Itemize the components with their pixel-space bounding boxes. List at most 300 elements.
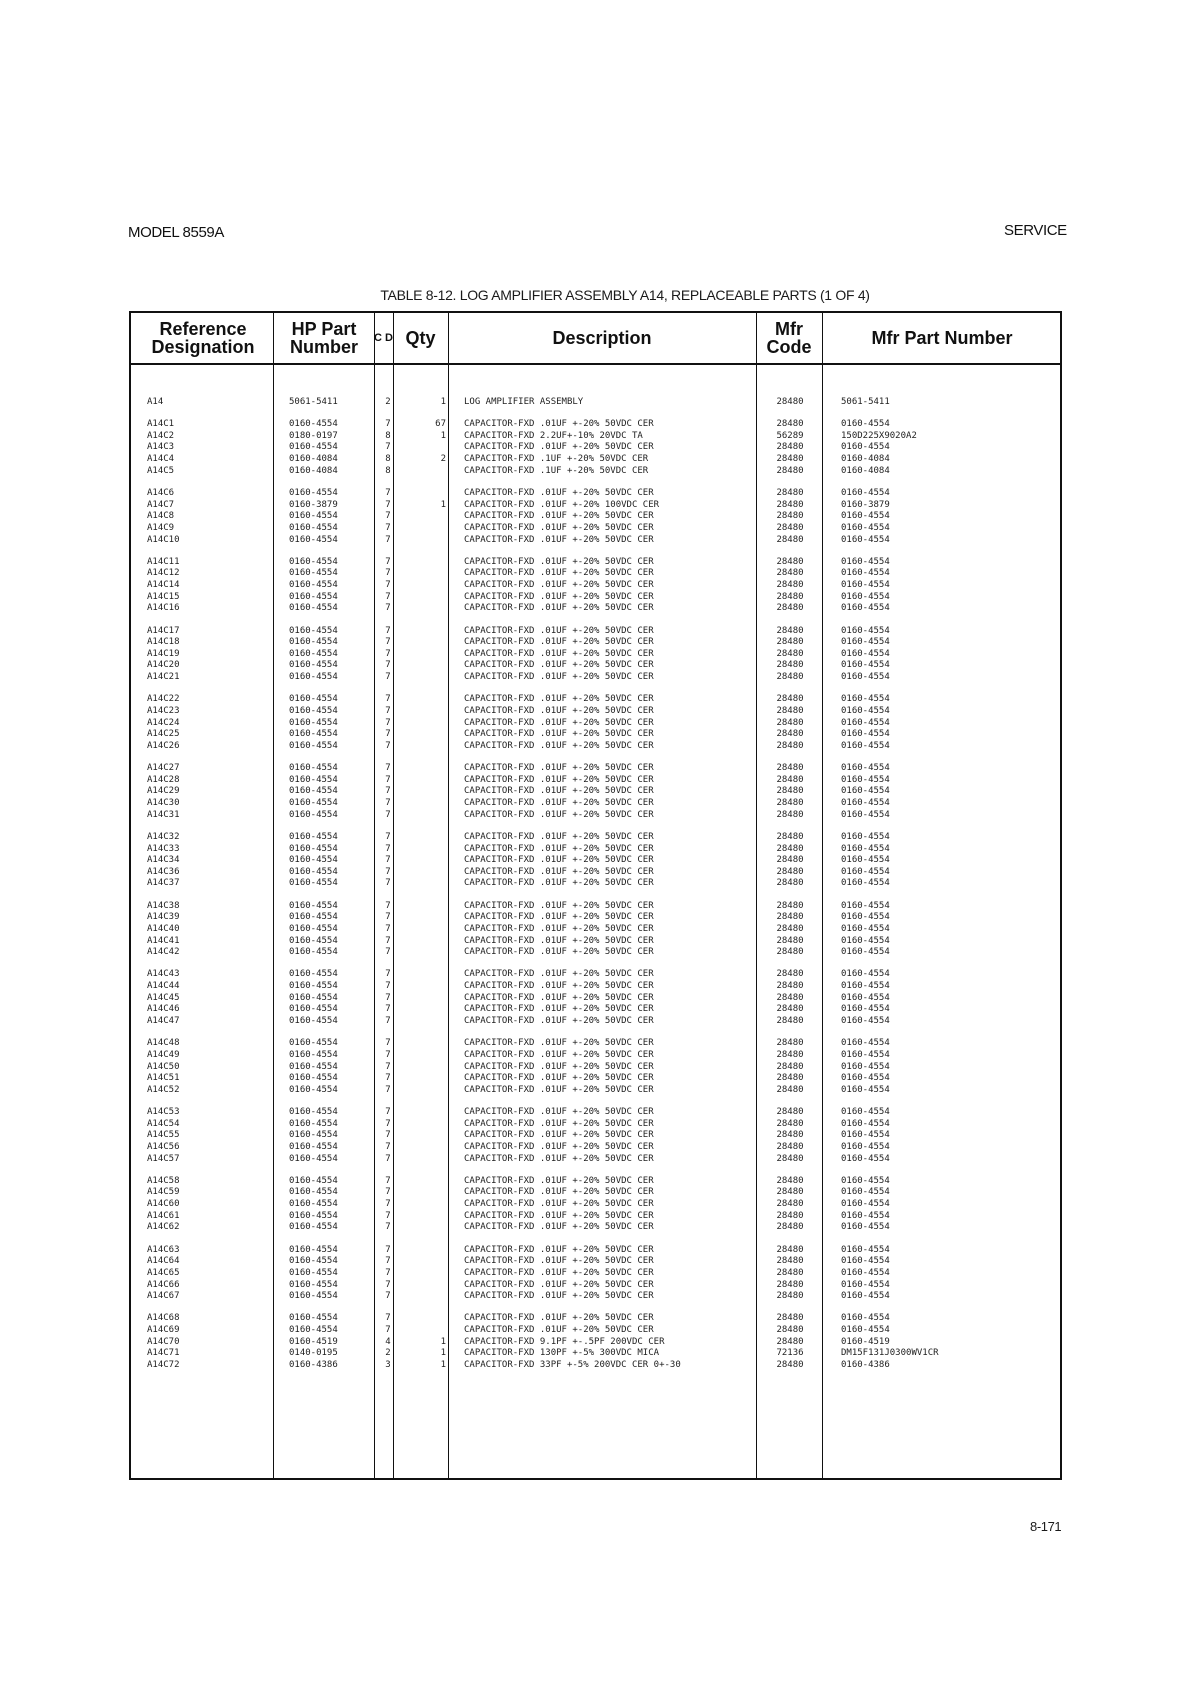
cell-mpn: 0160-4554 (841, 1210, 890, 1221)
table-row (131, 718, 1060, 730)
cell-mpn: 150D225X9020A2 (841, 430, 917, 441)
table-row (131, 1256, 1060, 1268)
cell-mpn: 0160-4554 (841, 487, 890, 498)
cell-mpn: 0160-4554 (841, 900, 890, 911)
table-row (131, 454, 1060, 466)
cell-ref: A14C67 (147, 1291, 180, 1302)
cell-desc: CAPACITOR-FXD .01UF +-20% 50VDC CER (464, 1324, 654, 1335)
cell-qty: 1 (440, 1359, 446, 1370)
cell-desc: CAPACITOR-FXD .01UF +-20% 50VDC CER (464, 591, 654, 602)
cell-cd: 7 (385, 1199, 391, 1210)
cell-ref: A14C26 (147, 740, 180, 751)
cell-cd: 7 (385, 740, 391, 751)
cell-desc: CAPACITOR-FXD .01UF +-20% 50VDC CER (464, 625, 654, 636)
cell-mpn: 0160-4554 (841, 912, 890, 923)
cell-desc: CAPACITOR-FXD .01UF +-20% 50VDC CER (464, 1291, 654, 1302)
cell-mpn: 0160-4554 (841, 969, 890, 980)
cell-cd: 8 (385, 430, 391, 441)
cell-code: 28480 (776, 511, 804, 522)
cell-cd: 7 (385, 729, 391, 740)
row-group (131, 1313, 1060, 1371)
cell-cd: 7 (385, 912, 391, 923)
cell-cd: 7 (385, 499, 391, 510)
cell-desc: CAPACITOR-FXD .01UF +-20% 50VDC CER (464, 774, 654, 785)
cell-mpn: 0160-4554 (841, 442, 890, 453)
cell-desc: CAPACITOR-FXD .01UF +-20% 50VDC CER (464, 866, 654, 877)
cell-hp: 0160-4554 (289, 1106, 338, 1117)
cell-mpn: 0160-4554 (841, 786, 890, 797)
cell-cd: 7 (385, 786, 391, 797)
cell-ref: A14C1 (147, 419, 175, 430)
cell-desc: CAPACITOR-FXD .01UF +-20% 50VDC CER (464, 1141, 654, 1152)
cell-cd: 7 (385, 947, 391, 958)
table-row (131, 1073, 1060, 1085)
cell-cd: 7 (385, 1267, 391, 1278)
table-row (131, 1268, 1060, 1280)
cell-code: 28480 (776, 843, 804, 854)
cell-hp: 5061-5411 (289, 397, 338, 407)
table-row (131, 535, 1060, 547)
cell-code: 28480 (776, 717, 804, 728)
cell-code: 28480 (776, 763, 804, 774)
cell-ref: A14C28 (147, 774, 180, 785)
header-code: Mfr Code (766, 319, 812, 357)
cell-code: 28480 (776, 1291, 804, 1302)
table-row (131, 867, 1060, 879)
cell-ref: A14C6 (147, 487, 175, 498)
cell-cd: 7 (385, 1049, 391, 1060)
cell-code: 28480 (776, 465, 804, 476)
cell-hp: 0160-4554 (289, 717, 338, 728)
cell-desc: CAPACITOR-FXD .1UF +-20% 50VDC CER (464, 465, 649, 476)
table-row (131, 1337, 1060, 1349)
cell-mpn: 0160-4554 (841, 591, 890, 602)
cell-desc: CAPACITOR-FXD .01UF +-20% 50VDC CER (464, 1004, 654, 1015)
table-row (131, 1154, 1060, 1166)
cell-desc: CAPACITOR-FXD .01UF +-20% 50VDC CER (464, 1073, 654, 1084)
cell-cd: 7 (385, 763, 391, 774)
cell-mpn: 0160-4554 (841, 580, 890, 591)
cell-code: 28480 (776, 705, 804, 716)
cell-hp: 0160-4554 (289, 625, 338, 636)
cell-hp: 0160-4554 (289, 568, 338, 579)
cell-mpn: 0160-4554 (841, 798, 890, 809)
row-group (131, 1107, 1060, 1165)
cell-code: 28480 (776, 625, 804, 636)
cell-hp: 0160-4554 (289, 1210, 338, 1221)
row-group (131, 626, 1060, 684)
cell-code: 28480 (776, 923, 804, 934)
cell-ref: A14C23 (147, 705, 180, 716)
cell-code: 28480 (776, 603, 804, 614)
cell-mpn: 0160-4554 (841, 1016, 890, 1027)
table-row (131, 1245, 1060, 1257)
cell-mpn: 0160-4554 (841, 511, 890, 522)
cell-ref: A14C21 (147, 672, 180, 683)
cell-ref: A14C43 (147, 969, 180, 980)
row-group (131, 763, 1060, 821)
cell-code: 28480 (776, 740, 804, 751)
cell-cd: 7 (385, 591, 391, 602)
cell-code: 28480 (776, 1336, 804, 1347)
cell-qty: 1 (440, 430, 446, 441)
table-row (131, 1142, 1060, 1154)
table-row (131, 1062, 1060, 1074)
cell-cd: 7 (385, 843, 391, 854)
cell-ref: A14C51 (147, 1073, 180, 1084)
cell-ref: A14C55 (147, 1130, 180, 1141)
cell-desc: CAPACITOR-FXD .01UF +-20% 50VDC CER (464, 1016, 654, 1027)
cell-cd: 7 (385, 1210, 391, 1221)
row-group (131, 419, 1060, 477)
cell-desc: CAPACITOR-FXD .01UF +-20% 50VDC CER (464, 522, 654, 533)
cell-mpn: 0160-4554 (841, 672, 890, 683)
table-row (131, 649, 1060, 661)
table-row (131, 1085, 1060, 1097)
cell-mpn: 0160-4554 (841, 534, 890, 545)
cell-code: 28480 (776, 1118, 804, 1129)
table-row (131, 1280, 1060, 1292)
cell-desc: CAPACITOR-FXD .01UF +-20% 50VDC CER (464, 1279, 654, 1290)
table-row (131, 832, 1060, 844)
table-row (131, 810, 1060, 822)
cell-hp: 0160-4554 (289, 798, 338, 809)
cell-hp: 0160-4554 (289, 705, 338, 716)
cell-hp: 0160-4386 (289, 1359, 338, 1370)
cell-cd: 7 (385, 648, 391, 659)
table-row (131, 1313, 1060, 1325)
cell-ref: A14C58 (147, 1175, 180, 1186)
cell-code: 28480 (776, 1359, 804, 1370)
cell-desc: CAPACITOR-FXD .01UF +-20% 50VDC CER (464, 912, 654, 923)
cell-hp: 0160-4554 (289, 1256, 338, 1267)
table-row (131, 523, 1060, 535)
cell-desc: CAPACITOR-FXD .01UF +-20% 50VDC CER (464, 1267, 654, 1278)
cell-code: 28480 (776, 1256, 804, 1267)
table-row (131, 969, 1060, 981)
cell-qty: 1 (440, 1348, 446, 1359)
cell-mpn: 0160-4554 (841, 1324, 890, 1335)
cell-code: 28480 (776, 660, 804, 671)
cell-mpn: 0160-4554 (841, 1130, 890, 1141)
cell-code: 28480 (776, 1049, 804, 1060)
cell-code: 28480 (776, 1004, 804, 1015)
cell-cd: 8 (385, 454, 391, 465)
cell-mpn: 0160-4554 (841, 1038, 890, 1049)
cell-hp: 0160-4554 (289, 831, 338, 842)
cell-cd: 7 (385, 1291, 391, 1302)
cell-hp: 0160-4554 (289, 1187, 338, 1198)
cell-hp: 0160-4554 (289, 1073, 338, 1084)
cell-mpn: 0160-4554 (841, 705, 890, 716)
cell-mpn: 0160-4554 (841, 660, 890, 671)
table-row (131, 1291, 1060, 1303)
cell-ref: A14C24 (147, 717, 180, 728)
cell-code: 28480 (776, 981, 804, 992)
cell-code: 28480 (776, 499, 804, 510)
cell-cd: 7 (385, 522, 391, 533)
cell-hp: 0160-4554 (289, 969, 338, 980)
cell-mpn: 0160-4554 (841, 992, 890, 1003)
cell-desc: CAPACITOR-FXD .01UF +-20% 50VDC CER (464, 1049, 654, 1060)
cell-hp: 0160-4554 (289, 1175, 338, 1186)
row-group (131, 1245, 1060, 1303)
cell-hp: 0160-4554 (289, 603, 338, 614)
table-row (131, 1130, 1060, 1142)
table-row (131, 901, 1060, 913)
table-row (131, 626, 1060, 638)
cell-ref: A14C27 (147, 763, 180, 774)
cell-hp: 0160-4554 (289, 1084, 338, 1095)
table-row (131, 981, 1060, 993)
table-row (131, 694, 1060, 706)
row-group (131, 832, 1060, 890)
cell-mpn: 0160-4554 (841, 1118, 890, 1129)
cell-cd: 7 (385, 1324, 391, 1335)
cell-ref: A14C30 (147, 798, 180, 809)
table-row (131, 1038, 1060, 1050)
cell-cd: 7 (385, 1244, 391, 1255)
cell-desc: CAPACITOR-FXD .01UF +-20% 50VDC CER (464, 487, 654, 498)
table-row (131, 878, 1060, 890)
cell-ref: A14C57 (147, 1153, 180, 1164)
cell-code: 28480 (776, 1038, 804, 1049)
cell-desc: CAPACITOR-FXD .01UF +-20% 50VDC CER (464, 1118, 654, 1129)
table-row (131, 397, 1060, 409)
cell-ref: A14C45 (147, 992, 180, 1003)
cell-desc: CAPACITOR-FXD .01UF +-20% 50VDC CER (464, 935, 654, 946)
cell-cd: 7 (385, 1106, 391, 1117)
cell-code: 28480 (776, 1106, 804, 1117)
cell-mpn: 0160-4554 (841, 419, 890, 430)
cell-ref: A14C18 (147, 637, 180, 648)
cell-code: 28480 (776, 1279, 804, 1290)
cell-hp: 0160-4554 (289, 672, 338, 683)
table-row (131, 993, 1060, 1005)
cell-hp: 0160-4554 (289, 1004, 338, 1015)
cell-cd: 7 (385, 672, 391, 683)
cell-hp: 0160-4554 (289, 1130, 338, 1141)
cell-mpn: 0160-4554 (841, 1222, 890, 1233)
cell-code: 28480 (776, 1244, 804, 1255)
table-row (131, 1199, 1060, 1211)
table-row (131, 637, 1060, 649)
cell-desc: CAPACITOR-FXD .01UF +-20% 50VDC CER (464, 1153, 654, 1164)
cell-cd: 7 (385, 1004, 391, 1015)
cell-desc: CAPACITOR-FXD .01UF +-20% 50VDC CER (464, 969, 654, 980)
cell-code: 28480 (776, 855, 804, 866)
cell-code: 28480 (776, 878, 804, 889)
cell-cd: 7 (385, 487, 391, 498)
cell-code: 28480 (776, 798, 804, 809)
cell-mpn: 0160-4554 (841, 1256, 890, 1267)
cell-hp: 0160-4554 (289, 786, 338, 797)
cell-desc: CAPACITOR-FXD .01UF +-20% 50VDC CER (464, 740, 654, 751)
cell-hp: 0160-4554 (289, 935, 338, 946)
table-row (131, 1107, 1060, 1119)
cell-code: 28480 (776, 947, 804, 958)
cell-hp: 0160-4554 (289, 534, 338, 545)
cell-ref: A14C5 (147, 465, 175, 476)
page-number: 8-171 (1030, 1519, 1062, 1534)
cell-desc: CAPACITOR-FXD .01UF +-20% 50VDC CER (464, 511, 654, 522)
cell-hp: 0160-4554 (289, 1199, 338, 1210)
cell-desc: CAPACITOR-FXD .01UF +-20% 50VDC CER (464, 923, 654, 934)
cell-desc: CAPACITOR-FXD .01UF +-20% 50VDC CER (464, 1210, 654, 1221)
cell-cd: 7 (385, 1153, 391, 1164)
cell-desc: CAPACITOR-FXD .01UF +-20% 50VDC CER (464, 729, 654, 740)
cell-hp: 0160-4554 (289, 866, 338, 877)
cell-hp: 0160-4554 (289, 511, 338, 522)
cell-hp: 0160-4554 (289, 1244, 338, 1255)
cell-cd: 7 (385, 694, 391, 705)
cell-ref: A14C15 (147, 591, 180, 602)
cell-mpn: 0160-4554 (841, 637, 890, 648)
cell-desc: CAPACITOR-FXD .01UF +-20% 50VDC CER (464, 1187, 654, 1198)
cell-ref: A14C22 (147, 694, 180, 705)
cell-code: 28480 (776, 1061, 804, 1072)
cell-cd: 7 (385, 1187, 391, 1198)
cell-code: 28480 (776, 1130, 804, 1141)
cell-hp: 0160-4554 (289, 923, 338, 934)
cell-hp: 0160-4554 (289, 442, 338, 453)
cell-ref: A14C10 (147, 534, 180, 545)
cell-desc: CAPACITOR-FXD .01UF +-20% 50VDC CER (464, 637, 654, 648)
cell-desc: CAPACITOR-FXD .01UF +-20% 50VDC CER (464, 568, 654, 579)
cell-hp: 0160-4554 (289, 992, 338, 1003)
cell-mpn: 0160-4554 (841, 843, 890, 854)
cell-desc: CAPACITOR-FXD .01UF +-20% 50VDC CER (464, 534, 654, 545)
cell-cd: 7 (385, 1222, 391, 1233)
table-row (131, 706, 1060, 718)
cell-desc: CAPACITOR-FXD .01UF +-20% 50VDC CER (464, 1130, 654, 1141)
cell-desc: CAPACITOR-FXD .01UF +-20% 50VDC CER (464, 1244, 654, 1255)
cell-mpn: 0160-4554 (841, 556, 890, 567)
row-group (131, 397, 1060, 409)
cell-hp: 0160-4554 (289, 637, 338, 648)
cell-code: 28480 (776, 487, 804, 498)
cell-desc: CAPACITOR-FXD .01UF +-20% 50VDC CER (464, 1256, 654, 1267)
cell-ref: A14C69 (147, 1324, 180, 1335)
cell-ref: A14 (147, 397, 164, 407)
cell-mpn: 0160-4554 (841, 1244, 890, 1255)
cell-desc: CAPACITOR-FXD .01UF +-20% 50VDC CER (464, 786, 654, 797)
cell-code: 28480 (776, 774, 804, 785)
cell-cd: 7 (385, 831, 391, 842)
cell-qty: 1 (440, 397, 446, 407)
cell-desc: CAPACITOR-FXD .01UF +-20% 50VDC CER (464, 900, 654, 911)
cell-mpn: 0160-4554 (841, 522, 890, 533)
cell-code: 28480 (776, 522, 804, 533)
cell-ref: A14C68 (147, 1313, 180, 1324)
cell-hp: 0160-4084 (289, 454, 338, 465)
cell-ref: A14C49 (147, 1049, 180, 1060)
cell-desc: CAPACITOR-FXD .01UF +-20% 100VDC CER (464, 499, 660, 510)
cell-hp: 0160-4554 (289, 855, 338, 866)
table-row (131, 557, 1060, 569)
cell-hp: 0160-4554 (289, 556, 338, 567)
cell-code: 28480 (776, 729, 804, 740)
cell-ref: A14C4 (147, 454, 175, 465)
cell-cd: 7 (385, 1141, 391, 1152)
cell-mpn: 0160-4554 (841, 981, 890, 992)
cell-code: 28480 (776, 1199, 804, 1210)
cell-code: 28480 (776, 580, 804, 591)
cell-ref: A14C32 (147, 831, 180, 842)
cell-cd: 7 (385, 1061, 391, 1072)
cell-ref: A14C36 (147, 866, 180, 877)
cell-mpn: 0160-4554 (841, 1004, 890, 1015)
cell-cd: 7 (385, 705, 391, 716)
parts-table (129, 311, 1062, 1480)
table-row (131, 592, 1060, 604)
cell-cd: 7 (385, 419, 391, 430)
cell-code: 28480 (776, 935, 804, 946)
cell-ref: A14C8 (147, 511, 175, 522)
cell-ref: A14C54 (147, 1118, 180, 1129)
cell-desc: CAPACITOR-FXD .01UF +-20% 50VDC CER (464, 694, 654, 705)
cell-mpn: 0160-4084 (841, 454, 890, 465)
cell-hp: 0160-4554 (289, 1049, 338, 1060)
cell-cd: 3 (385, 1359, 391, 1370)
cell-cd: 7 (385, 660, 391, 671)
cell-mpn: 0160-4554 (841, 740, 890, 751)
cell-cd: 7 (385, 992, 391, 1003)
cell-code: 28480 (776, 694, 804, 705)
cell-code: 28480 (776, 648, 804, 659)
cell-mpn: 0160-4554 (841, 1279, 890, 1290)
cell-mpn: 0160-4554 (841, 763, 890, 774)
cell-mpn: 0160-4554 (841, 1106, 890, 1117)
table-row (131, 1050, 1060, 1062)
table-row (131, 466, 1060, 478)
cell-ref: A14C42 (147, 947, 180, 958)
cell-desc: CAPACITOR-FXD .01UF +-20% 50VDC CER (464, 1199, 654, 1210)
cell-desc: CAPACITOR-FXD .01UF +-20% 50VDC CER (464, 660, 654, 671)
header-hp: HP Part Number (289, 319, 358, 357)
cell-desc: CAPACITOR-FXD .01UF +-20% 50VDC CER (464, 855, 654, 866)
cell-hp: 0140-0195 (289, 1348, 338, 1359)
table-row (131, 729, 1060, 741)
cell-hp: 0160-4554 (289, 843, 338, 854)
header-qty: Qty (405, 328, 436, 348)
cell-ref: A14C71 (147, 1348, 180, 1359)
cell-ref: A14C39 (147, 912, 180, 923)
cell-hp: 0160-4554 (289, 1153, 338, 1164)
cell-desc: CAPACITOR-FXD .01UF +-20% 50VDC CER (464, 580, 654, 591)
cell-desc: CAPACITOR-FXD .01UF +-20% 50VDC CER (464, 947, 654, 958)
cell-hp: 0160-4554 (289, 419, 338, 430)
cell-hp: 0160-4554 (289, 591, 338, 602)
cell-cd: 7 (385, 1256, 391, 1267)
cell-mpn: 0160-4554 (841, 831, 890, 842)
cell-ref: A14C19 (147, 648, 180, 659)
cell-qty: 2 (440, 454, 446, 465)
cell-desc: CAPACITOR-FXD .01UF +-20% 50VDC CER (464, 763, 654, 774)
cell-cd: 7 (385, 442, 391, 453)
table-row (131, 855, 1060, 867)
cell-hp: 0160-4554 (289, 1267, 338, 1278)
cell-hp: 0160-4554 (289, 774, 338, 785)
table-row (131, 1360, 1060, 1372)
table-row (131, 660, 1060, 672)
table-row (131, 775, 1060, 787)
cell-mpn: 0160-4554 (841, 878, 890, 889)
cell-cd: 7 (385, 774, 391, 785)
cell-cd: 7 (385, 717, 391, 728)
cell-code: 28480 (776, 1222, 804, 1233)
cell-qty: 1 (440, 499, 446, 510)
